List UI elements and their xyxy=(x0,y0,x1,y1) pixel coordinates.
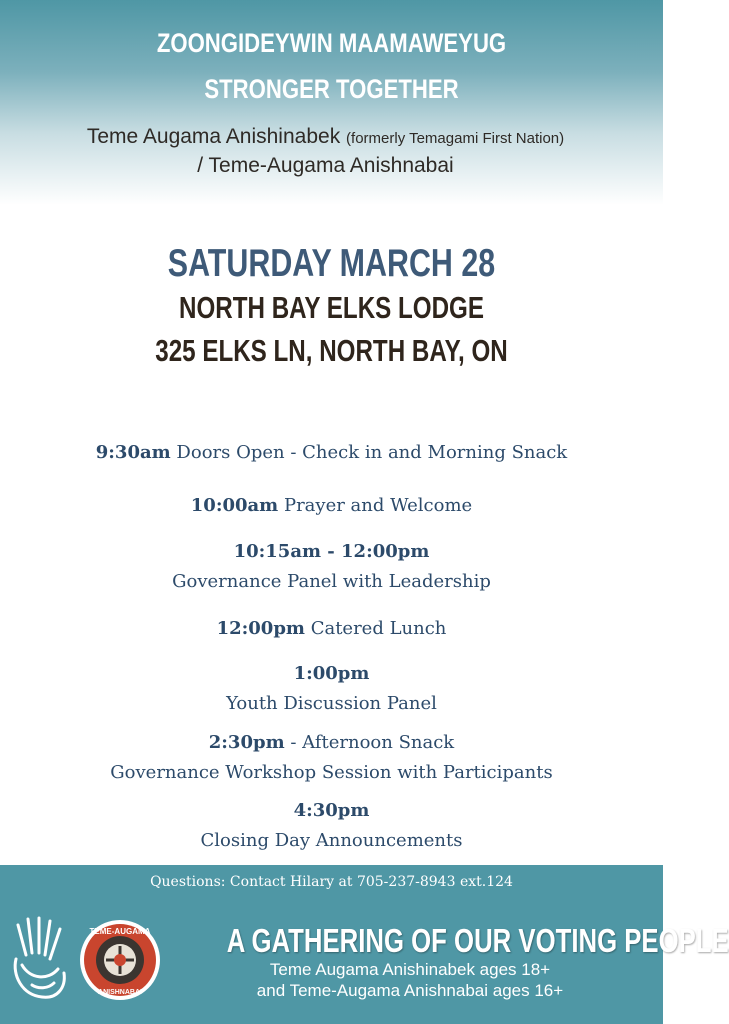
schedule-text: Doors Open - Check in and Morning Snack xyxy=(170,442,568,463)
schedule-text: Youth Discussion Panel xyxy=(226,693,437,714)
eligibility-line-2: and Teme-Augama Anishnabai ages 16+ xyxy=(256,981,564,1000)
schedule-text: Catered Lunch xyxy=(304,618,447,639)
org-name-note: (formerly Temagami First Nation) xyxy=(346,130,565,147)
schedule-time-suffix: - Afternoon Snack xyxy=(284,732,455,753)
schedule-time: 10:00am xyxy=(190,495,279,516)
schedule-time: 2:30pm xyxy=(208,732,285,753)
schedule-item-7 xyxy=(0,796,663,856)
eligibility-line-1: Teme Augama Anishinabek ages 18+ xyxy=(269,960,551,979)
seal-text-top: TEME-AUGAMA xyxy=(89,927,151,936)
schedule-text: Closing Day Announcements xyxy=(200,830,463,851)
schedule-item-2 xyxy=(0,491,663,521)
hand-feather-logo-icon xyxy=(8,915,72,1007)
org-name-line-2: / Teme-Augama Anishnabai xyxy=(197,154,454,177)
seal-text-bottom: ANISHNABAI xyxy=(98,989,142,996)
schedule-text: Prayer and Welcome xyxy=(278,495,473,516)
schedule-time: 12:00pm xyxy=(216,618,305,639)
schedule-time: 9:30am xyxy=(95,442,171,463)
schedule-item-4 xyxy=(0,614,663,644)
teme-augama-seal-icon xyxy=(78,918,162,1002)
schedule-item-5 xyxy=(0,659,663,719)
schedule-time: 10:15am - 12:00pm xyxy=(233,541,430,562)
contact-info: Questions: Contact Hilary at 705-237-8943 ext.124 xyxy=(150,874,513,890)
title-line-2: STRONGER TOGETHER xyxy=(204,74,459,104)
schedule-text: Governance Panel with Leadership xyxy=(172,571,491,592)
schedule-item-3 xyxy=(0,537,663,597)
event-date: SATURDAY MARCH 28 xyxy=(167,242,496,285)
schedule-text: Governance Workshop Session with Participants xyxy=(110,762,553,783)
org-name-line-1 xyxy=(0,125,657,149)
gathering-headline: A GATHERING OF OUR VOTING PEOPLE xyxy=(226,922,729,959)
schedule-item-1 xyxy=(0,438,663,468)
title-line-1: ZOONGIDEYWIN MAAMAWEYUG xyxy=(156,28,507,58)
schedule-item-6 xyxy=(0,728,663,788)
schedule-time: 4:30pm xyxy=(293,800,370,821)
event-venue: NORTH BAY ELKS LODGE xyxy=(179,290,484,325)
schedule-time: 1:00pm xyxy=(293,663,370,684)
event-address: 325 ELKS LN, NORTH BAY, ON xyxy=(155,333,508,368)
org-name-main: Teme Augama Anishinabek xyxy=(86,125,347,148)
